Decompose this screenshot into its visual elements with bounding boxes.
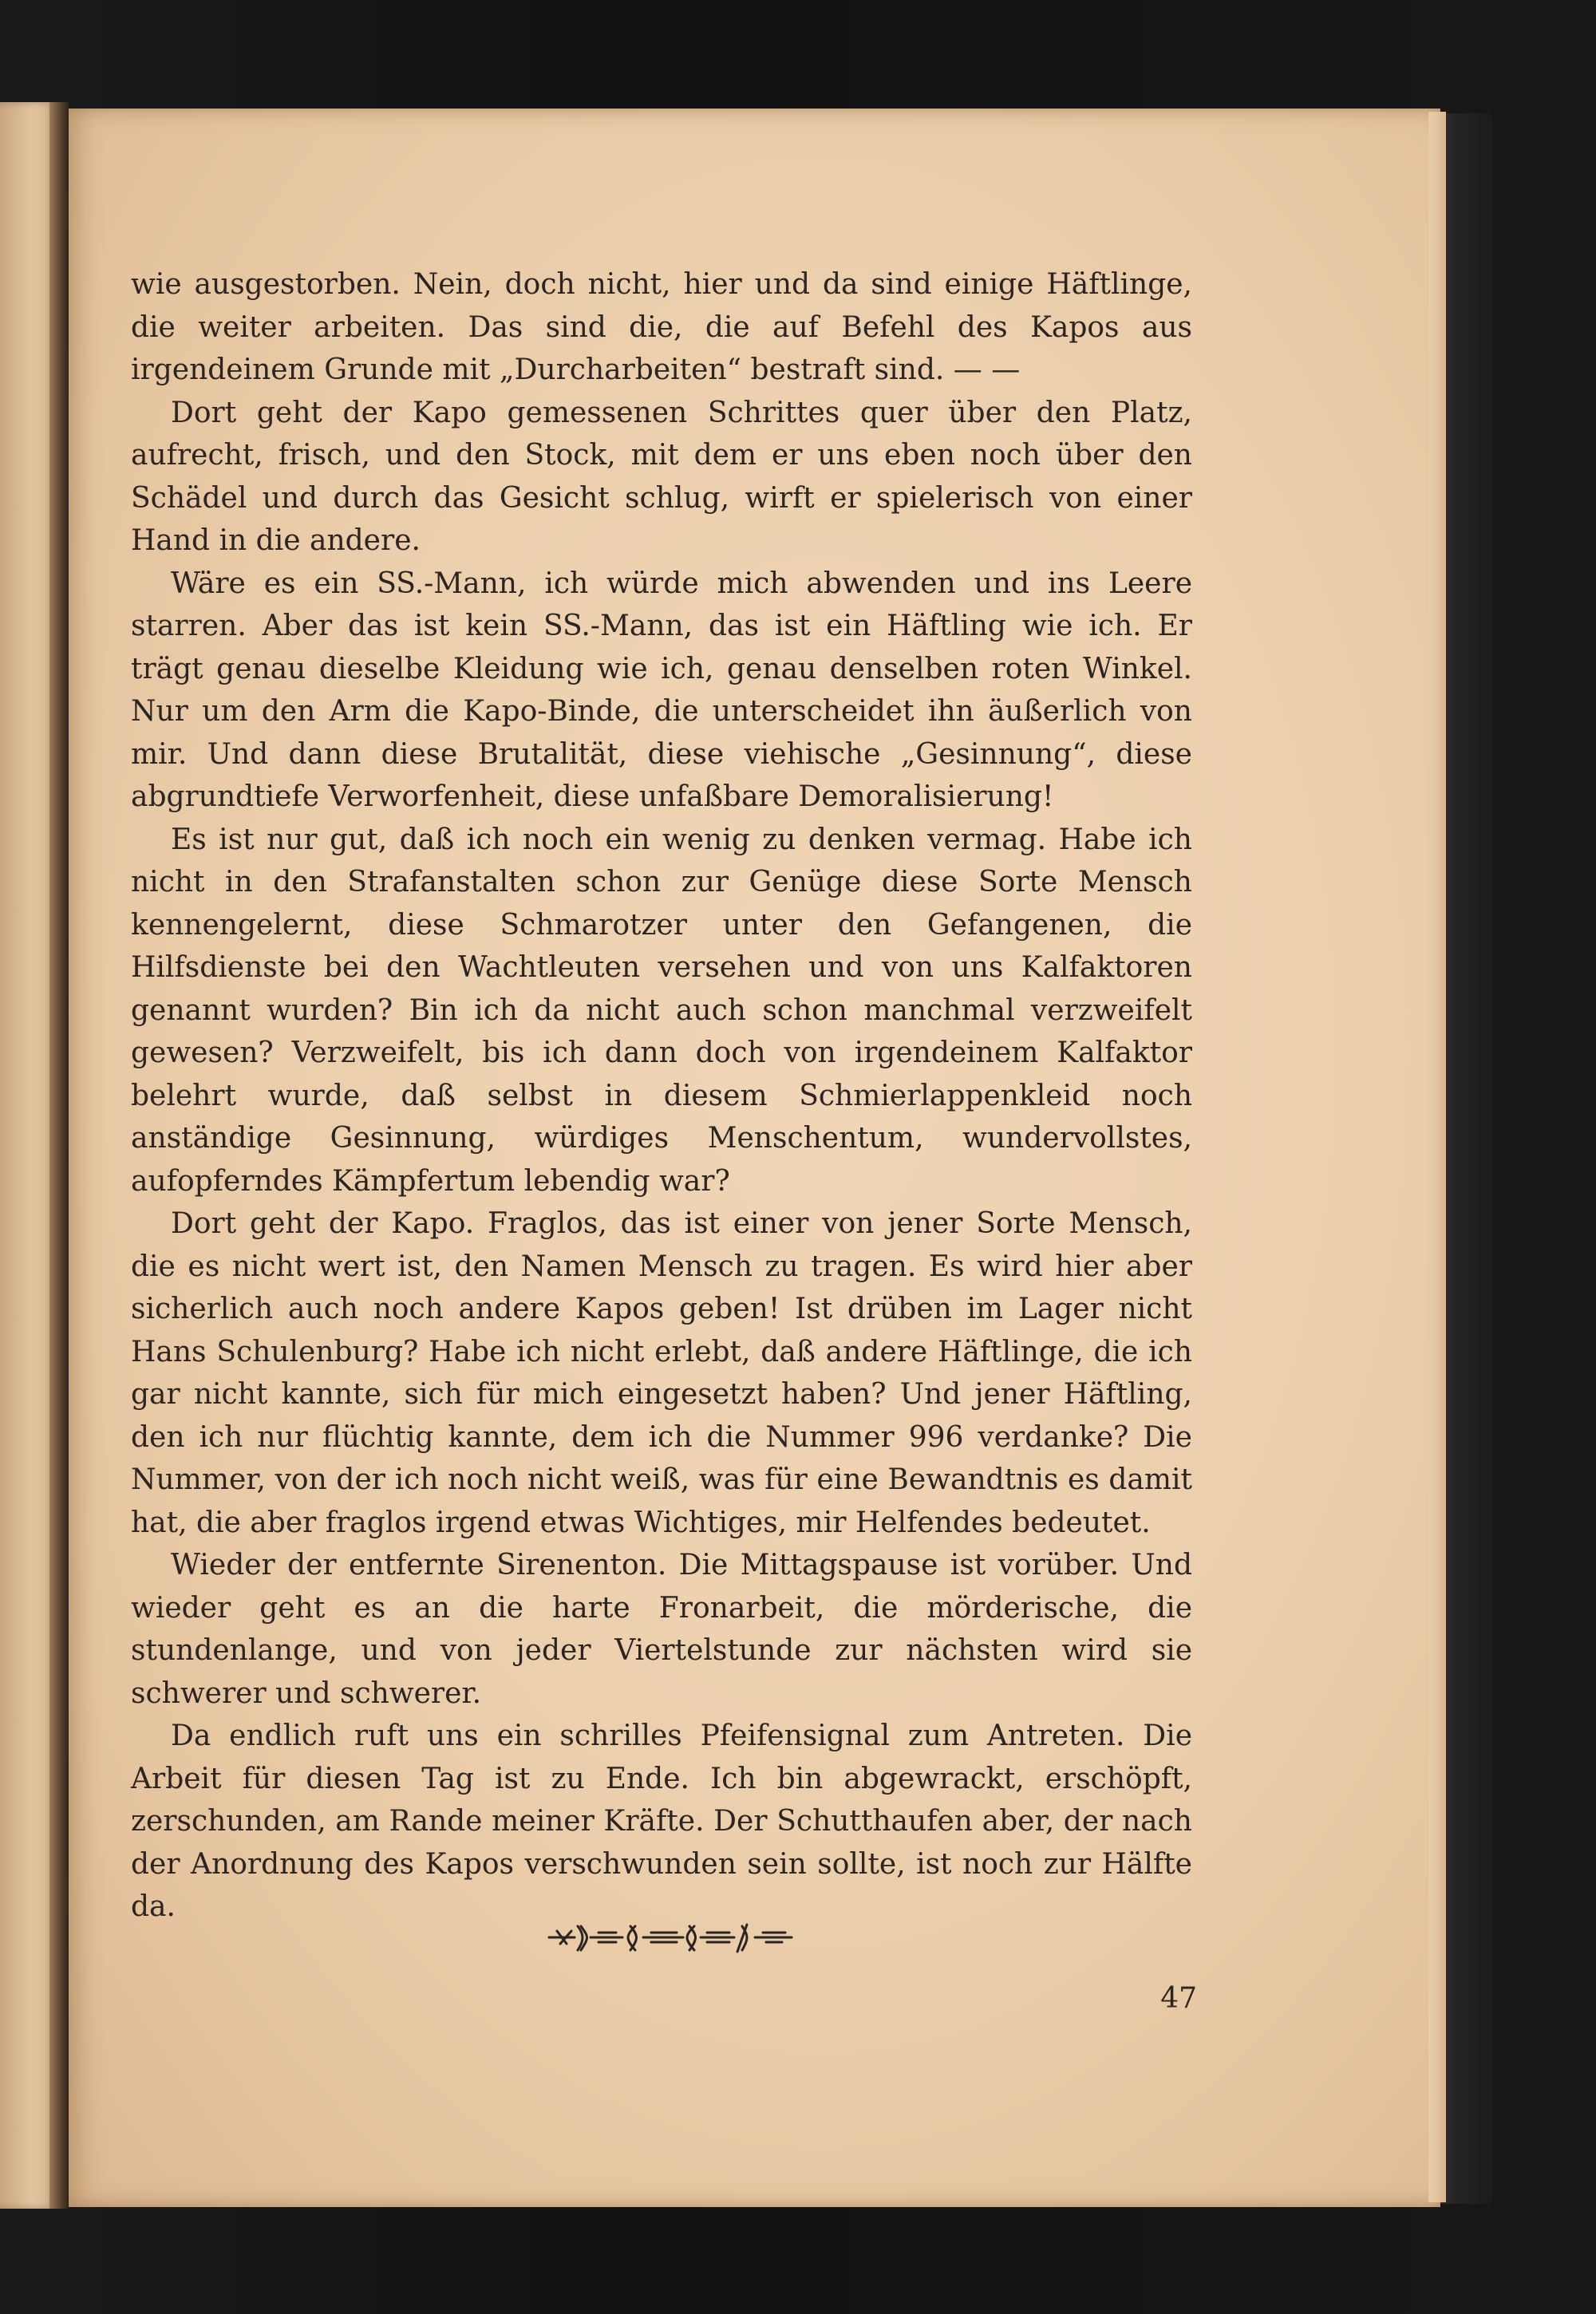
- paragraph-6: Wieder der entfernte Sirenenton. Die Mittagspause ist vorüber. Und wieder geht es an die harte Fronarbeit, die mörderische, die stundenlange, und von jeder Viertelstunde zur nächsten wird sie schwerer und schwerer.: [131, 1549, 1192, 1710]
- paragraph-1: wie ausgestorben. Nein, doch nicht, hier und da sind einige Häftlinge, die weiter arbeiten. Das sind die, die auf Befehl des Kapos aus irgendeinem Grunde mit „Durcharbeiten“ bestraft sind. — —: [131, 268, 1192, 386]
- book-gutter: [49, 102, 69, 2209]
- paragraph-3: Wäre es ein SS.-Mann, ich würde mich abwenden und ins Leere starren. Aber das ist kein SS.-Mann, das ist ein Häftling wie ich. Er trägt genau dieselbe Kleidung wie ich, genau denselben roten Winkel. Nur um den Arm die Kapo-Binde, die unterscheidet ihn äußerlich von mir. Und dann diese Brutalität, diese viehische „Gesinnung“, diese abgrundtiefe Verworfenheit, diese unfaßbare Demoralisierung!: [131, 567, 1192, 813]
- paragraph-4: Es ist nur gut, daß ich noch ein wenig zu denken vermag. Habe ich nicht in den Strafanstalten schon zur Genüge diese Sorte Mensch kennengelernt, diese Schmarotzer unter den Gefangenen, die Hilfsdienste bei den Wachtleuten versehen und von uns Kalfaktoren genannt wurden? Bin ich da nicht auch schon manchmal verzweifelt gewesen? Verzweifelt, bis ich dann doch von irgendeinem Kalfaktor belehrt wurde, daß selbst in diesem Schmierlappenkleid noch anständige Gesinnung, würdiges Menschentum, wundervollstes, aufopferndes Kämpfertum lebendig war?: [131, 823, 1192, 1198]
- page-stack-edge: [1428, 112, 1446, 2202]
- paragraph-5: Dort geht der Kapo. Fraglos, das ist einer von jener Sorte Mensch, die es nicht wert ist, den Namen Mensch zu tragen. Es wird hier aber sicherlich auch noch andere Kapos geben! Ist drüben im Lager nicht Hans Schulenburg? Habe ich nicht erlebt, daß andere Häftlinge, die ich gar nicht kannte, sich für mich eingesetzt haben? Und jener Häftling, den ich nur flüchtig kannte, dem ich die Nummer 996 verdanke? Die Nummer, von der ich noch nicht weiß, was für eine Bewandtnis es damit hat, die aber fraglos irgend etwas Wichtiges, mir Helfendes bedeutet.: [131, 1207, 1192, 1539]
- paragraph-2: Dort geht der Kapo gemessenen Schrittes quer über den Platz, aufrecht, frisch, und den Stock, mit dem er uns eben noch über den Schädel und durch das Gesicht schlug, wirft er spielerisch von einer Hand in die andere.: [131, 396, 1192, 557]
- decorative-flourish-icon: [543, 1913, 798, 1961]
- body-text: [131, 263, 1192, 1929]
- page-number: 47: [1160, 1982, 1197, 2015]
- paragraph-7: Da endlich ruft uns ein schrilles Pfeifensignal zum Antreten. Die Arbeit für diesen Tag ist zu Ende. Ich bin abgewrackt, erschöpft, zerschunden, am Rande meiner Kräfte. Der Schutthaufen aber, der nach der Anordnung des Kapos verschwunden sein sollte, ist noch zur Hälfte da.: [131, 1720, 1192, 1923]
